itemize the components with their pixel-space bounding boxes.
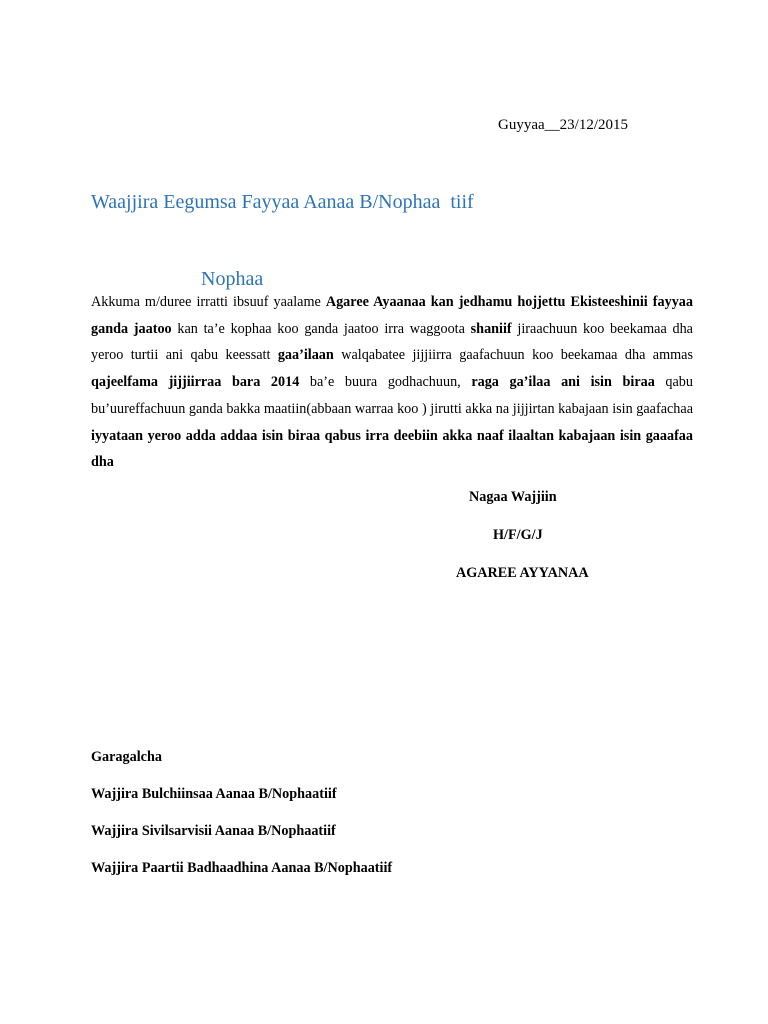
body-segment-bold: raga ga’ilaa ani isin biraa — [471, 374, 655, 391]
signature-greeting: Nagaa Wajjiin — [469, 489, 557, 505]
body-segment-bold: gaa’ilaan — [277, 347, 334, 364]
body-segment: kan ta’e kophaa koo ganda jaatoo irra waggoota — [171, 320, 471, 337]
letter-date: Guyyaa__23/12/2015 — [498, 117, 628, 133]
body-segment: ba’e buura godhachuun, — [299, 374, 472, 391]
signature-title: H/F/G/J — [493, 527, 543, 543]
body-segment-bold: qajeelfama jijjiirraa bara 2014 — [91, 374, 300, 391]
recipient-line: Waajjira Eegumsa Fayyaa Aanaa B/Nophaa tiif — [91, 191, 474, 213]
copies-heading: Garagalcha — [91, 749, 162, 765]
body-segment: walqabatee jijjiirra gaafachuun koo beekamaa dha ammas — [333, 347, 693, 364]
subject-heading: Nophaa — [201, 268, 264, 290]
signature-name: AGAREE AYYANAA — [456, 565, 589, 581]
body-segment: Akkuma m/duree irratti ibsuuf yaalame — [91, 294, 326, 310]
body-segment-bold: iyyataan yeroo adda addaa isin biraa qabus irra deebiin akka naaf ilaaltan kabajaan isin gaaafaa dha — [91, 427, 693, 471]
copy-recipient: Wajjira Sivilsarvisii Aanaa B/Nophaatiif — [91, 823, 336, 839]
copy-recipient: Wajjira Paartii Badhaadhina Aanaa B/Nophaatiif — [91, 860, 393, 876]
body-segment: qabu bu’uureffachuun ganda bakka maatiin(abbaan warraa koo ) jirutti akka na jijjirtan kabajaan isin gaafachaa — [91, 374, 693, 417]
body-segment-bold: shaniif — [470, 320, 512, 337]
body-segment: jiraachuun koo beekamaa dha yeroo turtii ani qabu keessatt — [91, 320, 693, 364]
copy-recipient: Wajjira Bulchiinsaa Aanaa B/Nophaatiif — [91, 786, 337, 802]
letter-body — [91, 289, 693, 476]
body-segment-bold: Agaree Ayaanaa kan jedhamu hojjettu Ekisteeshinii fayyaa ganda jaatoo — [91, 294, 693, 337]
